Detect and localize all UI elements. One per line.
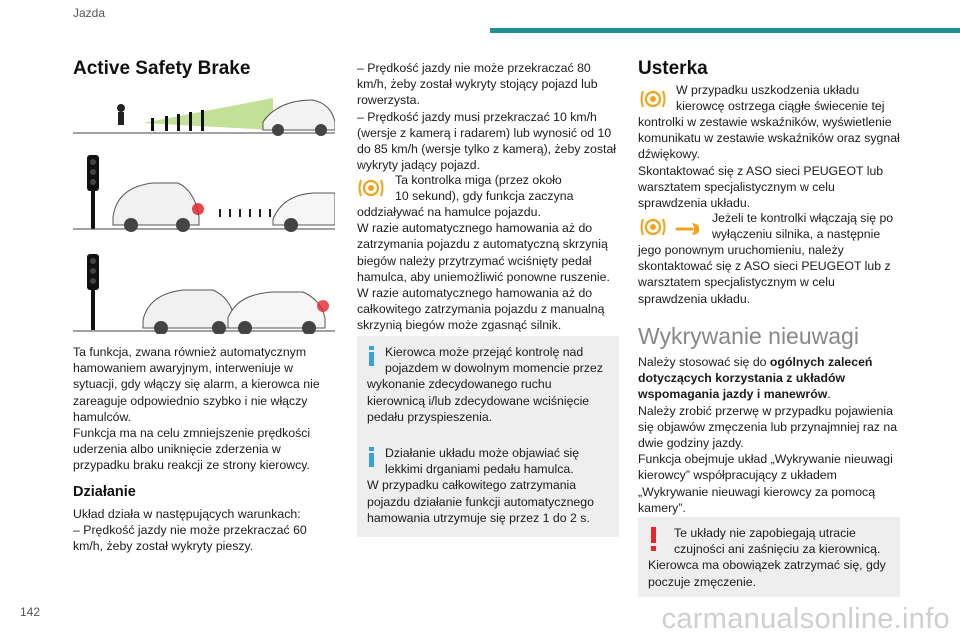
heading-dzialanie: Działanie [73, 484, 136, 500]
dzialanie-conditions: Układ działa w następujących warunkach: [73, 507, 301, 521]
page-number: 142 [20, 605, 41, 619]
warn-line-c: Kierowca ma obowiązek zatrzymać się, gdy poczuje zmęczenie. [648, 558, 886, 589]
warn-line-b: czujności ani zaśnięciu za kierownicą. [674, 542, 881, 557]
info2-line-b: lekkimi drganiami pedału hamulca. [385, 462, 574, 477]
info-icon [369, 346, 373, 371]
illustration-pedestrian [73, 90, 335, 140]
heading-usterka: Usterka [638, 58, 708, 79]
intro-paragraph-2: Funkcja ma na celu zmniejszenie prędkości uderzenia albo uniknięcie zderzenia w przypadku braku reakcji ze strony kierowcy. [73, 426, 311, 473]
general-recommendations: Należy stosować się do ogólnych zaleceń dotyczących korzystania z układów wspomagania jazdy i manewrów. [638, 355, 873, 402]
warning-exclamation-icon [651, 527, 657, 556]
usterka-line-a: W przypadku uszkodzenia układu [676, 83, 860, 97]
usterka2-line-b: wyłączeniu silnika, a następnie [712, 227, 881, 242]
heading-wykrywanie-nieuwagi: Wykrywanie nieuwagi [638, 323, 859, 349]
header-accent-bar [490, 28, 960, 33]
usterka-contact: Skontaktować się z ASO sieci PEUGEOT lub warsztatem specjalistycznym w celu sprawdzenia układu. [638, 163, 884, 211]
title-active-safety-brake: Active Safety Brake [73, 58, 251, 79]
automatic-gearbox-note: W razie automatycznego hamowania aż do zatrzymania pojazdu z automatyczną skrzynią biegów należy przytrzymać wciśnięty pedał hamulca, aby uniemożliwić ponowne ruszenie. [357, 221, 610, 284]
info-box-brake-vibration [357, 437, 619, 537]
info1-line-c: wykonanie zdecydowanego ruchu kierownicą i/lub zdecydowane wciśnięcie pedału przyspieszenia. [367, 377, 590, 424]
asb-fault-lamp-icon [640, 88, 666, 110]
info1-line-a: Kierowca może przejąć kontrolę nad [385, 345, 584, 359]
asb-warning-lamp-icon [358, 177, 384, 199]
condition-vehicle-moving: – Prędkość jazdy musi przekraczać 10 km/h (wersje z kamerą i radarem) lub wynosić od 10 do 85 km/h (wersje tylko z kamerą), żeby został wykryty jadący pojazd. [357, 109, 617, 173]
info2-line-c: W przypadku całkowitego zatrzymania pojazdu działanie funkcji automatycznego hamowania utrzymuje się przez 1 do 2 s. [367, 478, 594, 525]
section-header: Jazda [73, 6, 106, 20]
info2-line-a: Działanie układu może objawiać się [385, 446, 580, 460]
watermark: carmanualsonline.info [661, 603, 950, 635]
warning-box-drowsiness [638, 517, 900, 597]
info1-line-b: pojazdem w dowolnym momencie przez [385, 361, 604, 376]
usterka-line-b: kierowcę ostrzega ciągłe świecenie tej [676, 99, 885, 114]
illustration-moving-vehicle [73, 248, 335, 334]
illustration-vehicle-stationary [73, 147, 335, 232]
asb-lamp-icon [640, 216, 666, 238]
dzialanie-pedestrian: – Prędkość jazdy nie może przekraczać 60 km/h, żeby został wykryty pieszy. [73, 523, 307, 554]
condition-vehicle-stationary: – Prędkość jazdy nie może przekraczać 80 km/h, żeby został wykryty stojący pojazd lub rowerzysta. [357, 61, 598, 108]
system-description: Funkcja obejmuje układ „Wykrywanie nieuwagi kierowcy” współpracujący z układem „Wykrywanie nieuwagi kierowcy za pomocą kamery”. [638, 452, 893, 515]
lamp-line-c: oddziaływać na hamulce pojazdu. [357, 205, 541, 219]
usterka-line-c: kontrolki w zestawie wskaźników, wyświetlenie komunikatu w zestawie wskaźników oraz sygnał dźwiękowy. [638, 115, 900, 162]
info-icon [369, 447, 373, 472]
info-box-driver-control [357, 336, 619, 444]
warn-line-a: Te układy nie zapobiegają utracie [674, 526, 856, 540]
wrench-service-icon [675, 217, 701, 239]
usterka2-line-a: Jeżeli te kontrolki włączają się po [712, 211, 894, 225]
break-recommendation: Należy zrobić przerwę w przypadku pojawienia się objawów zmęczenia lub przynajmniej raz na dwie godziny jazdy. [638, 403, 898, 451]
lamp-line-a: Ta kontrolka miga (przez około [395, 173, 562, 187]
intro-paragraph: Ta funkcja, zwana również automatycznym hamowaniem awaryjnym, interweniuje w sytuacji, gdy włączy się alarm, a kierowca nie zareaguje odpowiednio szybko i nie włączy hamulców. [73, 345, 320, 424]
manual-gearbox-note: W razie automatycznego hamowania aż do całkowitego zatrzymania pojazdu z manualną skrzynią biegów może zgasnąć silnik. [357, 286, 605, 333]
lamp-line-b: 10 sekund), gdy funkcja zaczyna [395, 189, 574, 204]
usterka2-line-c: jego ponownym uruchomieniu, należy skontaktować się z ASO sieci PEUGEOT lub z warsztatem specjalistycznym w celu sprawdzenia układu. [638, 243, 891, 306]
